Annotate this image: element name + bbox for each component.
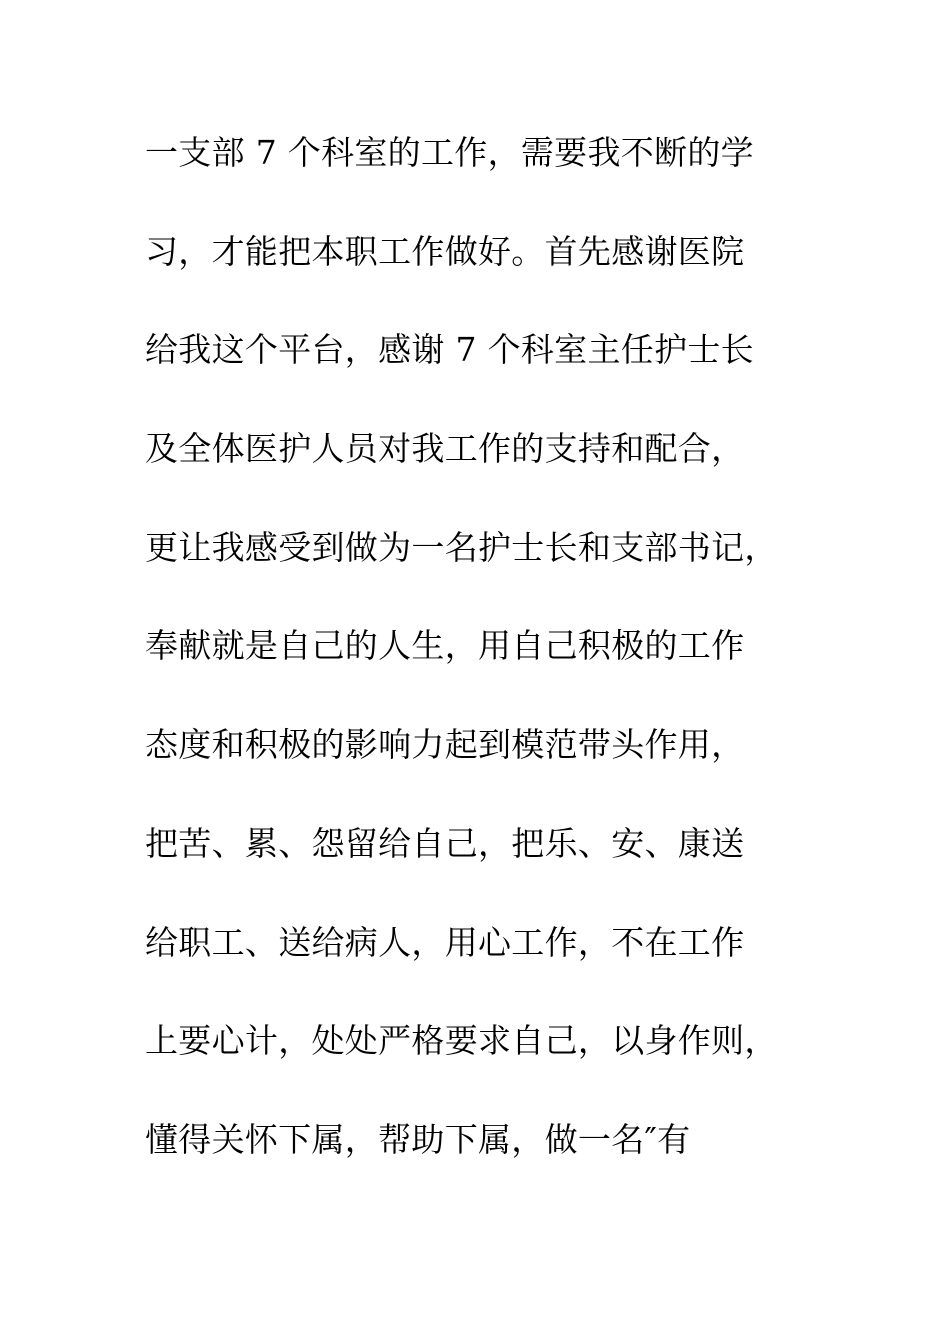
text-line-10: 上要心计，处处严格要求自己，以身作则， — [145, 1021, 778, 1061]
text-line-2: 习，才能把本职工作做好。首先感谢医院 — [145, 231, 745, 271]
text-line-7: 态度和积极的影响力起到模范带头作用， — [145, 725, 745, 765]
text-line-6: 奉献就是自己的人生，用自己积极的工作 — [145, 626, 745, 666]
text-line-5: 更让我感受到做为一名护士长和支部书记， — [145, 527, 778, 567]
text-line-8: 把苦、累、怨留给自己，把乐、安、康送 — [145, 823, 745, 863]
text-line-11: 懂得关怀下属，帮助下属，做一名″有 — [145, 1119, 691, 1159]
text-line-9: 给职工、送给病人，用心工作，不在工作 — [145, 922, 745, 962]
text-line-3: 给我这个平台，感谢 7 个科室主任护士长 — [145, 330, 754, 370]
body-text — [145, 128, 825, 1214]
text-line-1: 一支部 7 个科室的工作，需要我不断的学 — [145, 133, 754, 172]
text-line-4: 及全体医护人员对我工作的支持和配合， — [145, 429, 745, 469]
